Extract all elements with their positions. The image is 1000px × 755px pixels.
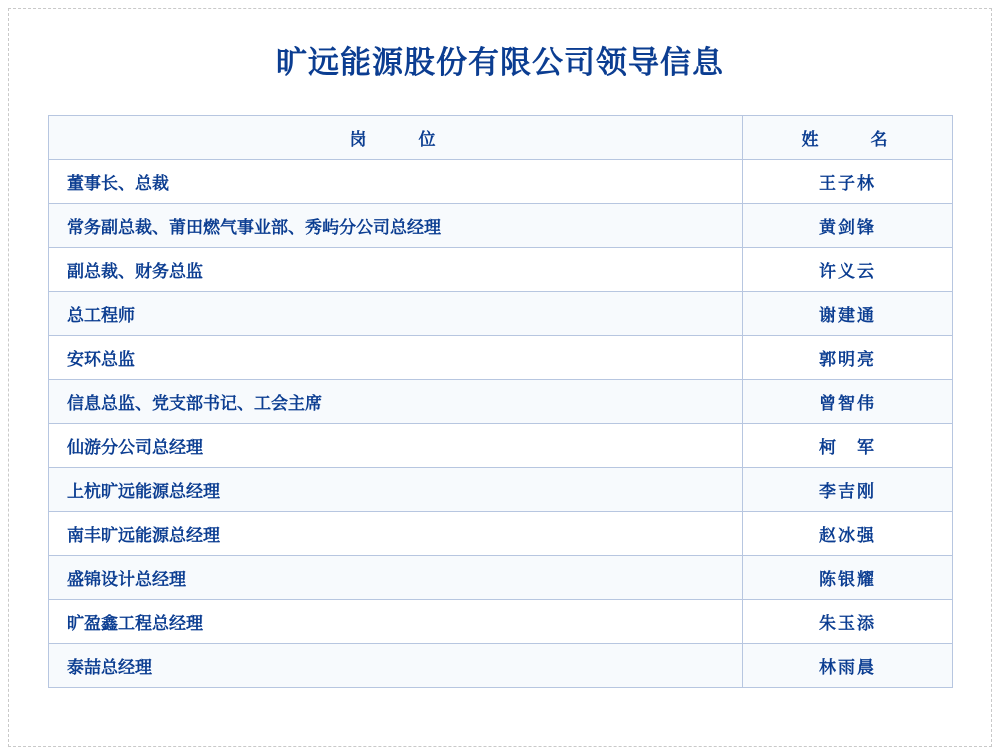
cell-name: 朱玉添 — [743, 600, 953, 644]
table-row — [49, 248, 953, 292]
column-header-name: 姓 名 — [743, 116, 953, 160]
table-row — [49, 292, 953, 336]
cell-name: 黄剑锋 — [743, 204, 953, 248]
cell-position: 副总裁、财务总监 — [49, 248, 743, 292]
cell-name: 谢建通 — [743, 292, 953, 336]
table-row — [49, 160, 953, 204]
table-row — [49, 600, 953, 644]
cell-position: 旷盈鑫工程总经理 — [49, 600, 743, 644]
table-row — [49, 380, 953, 424]
cell-name: 许义云 — [743, 248, 953, 292]
table-row — [49, 556, 953, 600]
table-header — [49, 116, 953, 160]
cell-name: 王子林 — [743, 160, 953, 204]
table-row — [49, 424, 953, 468]
cell-position: 常务副总裁、莆田燃气事业部、秀屿分公司总经理 — [49, 204, 743, 248]
cell-name: 郭明亮 — [743, 336, 953, 380]
cell-name: 赵冰强 — [743, 512, 953, 556]
cell-name: 李吉刚 — [743, 468, 953, 512]
cell-position: 仙游分公司总经理 — [49, 424, 743, 468]
cell-position: 信息总监、党支部书记、工会主席 — [49, 380, 743, 424]
cell-position: 泰喆总经理 — [49, 644, 743, 688]
table-row — [49, 204, 953, 248]
table-header-row — [49, 116, 953, 160]
cell-name: 曾智伟 — [743, 380, 953, 424]
table-row — [49, 468, 953, 512]
leader-info-table — [48, 115, 953, 688]
table-row — [49, 336, 953, 380]
table-row — [49, 512, 953, 556]
cell-position: 总工程师 — [49, 292, 743, 336]
table-body — [49, 160, 953, 688]
cell-position: 安环总监 — [49, 336, 743, 380]
cell-position: 董事长、总裁 — [49, 160, 743, 204]
table-row — [49, 644, 953, 688]
page-title: 旷远能源股份有限公司领导信息 — [276, 45, 724, 80]
cell-name: 陈银耀 — [743, 556, 953, 600]
cell-position: 南丰旷远能源总经理 — [49, 512, 743, 556]
column-header-position: 岗 位 — [49, 116, 743, 160]
cell-name: 柯 军 — [743, 424, 953, 468]
cell-position: 盛锦设计总经理 — [49, 556, 743, 600]
cell-position: 上杭旷远能源总经理 — [49, 468, 743, 512]
cell-name: 林雨晨 — [743, 644, 953, 688]
